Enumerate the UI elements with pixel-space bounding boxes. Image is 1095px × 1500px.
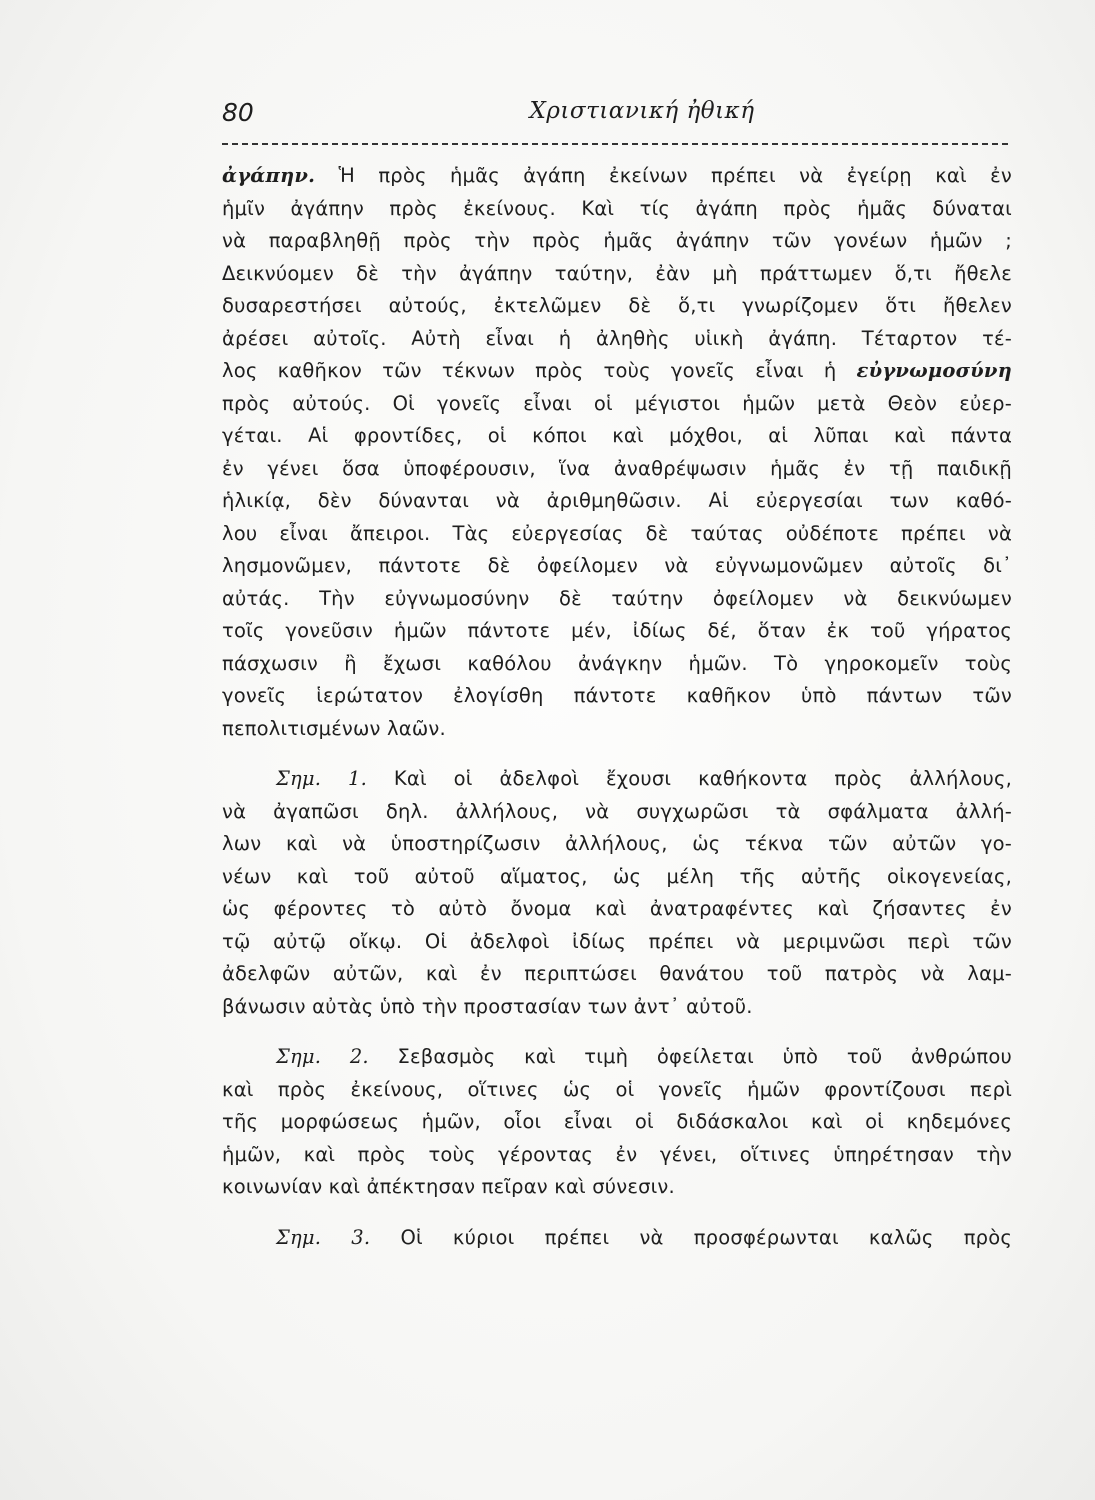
text-span: Οἱ κύριοι πρέπει νὰ προσφέρωνται καλῶς πρὸς: [370, 1225, 1012, 1249]
text-line: [222, 1041, 1012, 1074]
running-title: Χριστιανική ἠθική: [529, 98, 755, 124]
text-line: λου εἶναι ἄπειροι. Τὰς εὐεργεσίας δὲ ταύτας οὐδέποτε πρέπει νὰ: [222, 521, 1012, 545]
text-line: τῷ αὐτῷ οἴκῳ. Οἱ ἀδελφοὶ ἰδίως πρέπει νὰ μεριμνῶσι περὶ τῶν: [222, 929, 1012, 953]
text-line: γονεῖς ἱερώτατον ἐλογίσθη πάντοτε καθῆκον ὑπὸ πάντων τῶν: [222, 684, 1012, 707]
note-label: Σημ. 2.: [276, 1045, 369, 1068]
text-line: γέται. Αἱ φροντίδες, οἱ κόποι καὶ μόχθοι, αἱ λῦπαι καὶ πάντα: [222, 424, 1012, 447]
text-line: ἀρέσει αὐτοῖς. Αὐτὴ εἶναι ἡ ἀληθὴς υἱικὴ ἀγάπη. Τέταρτον τέ-: [222, 326, 1012, 350]
text-line: [222, 355, 1012, 388]
paragraph-gap: [222, 745, 1012, 763]
page-number: 80: [222, 98, 254, 127]
text-line: πάσχωσιν ἢ ἔχωσι καθόλου ἀνάγκην ἡμῶν. Τὸ γηροκομεῖν τοὺς: [222, 651, 1012, 675]
text-line: δυσαρεστήσει αὐτούς, ἐκτελῶμεν δὲ ὅ,τι γνωρίζομεν ὅτι ἤθελεν: [222, 294, 1012, 317]
text-line: ἀδελφῶν αὐτῶν, καὶ ἐν περιπτώσει θανάτου τοῦ πατρὸς νὰ λαμ-: [222, 962, 1012, 985]
note-label: Σημ. 3.: [276, 1225, 371, 1249]
text-line: βάνωσιν αὐτὰς ὑπὸ τὴν προστασίαν των ἀντ᾽ αὐτοῦ.: [222, 994, 753, 1018]
text-span: Ἡ πρὸς ἡμᾶς ἀγάπη ἐκείνων πρέπει νὰ ἐγείρῃ καὶ ἐν: [315, 164, 1012, 187]
page-header: [222, 98, 1010, 138]
text-line: πρὸς αὐτούς. Οἱ γονεῖς εἶναι οἱ μέγιστοι ἡμῶν μετὰ Θεὸν εὐερ-: [222, 391, 1012, 415]
text-span: Καὶ οἱ ἀδελφοὶ ἔχουσι καθήκοντα πρὸς ἀλλήλους,: [367, 767, 1012, 790]
text-line: λων καὶ νὰ ὑποστηρίζωσιν ἀλλήλους, ὡς τέκνα τῶν αὐτῶν γο-: [222, 832, 1012, 855]
text-line: [222, 160, 1012, 193]
emphasized-word: εὐγνωμοσύνη: [856, 359, 1012, 382]
note-label: Σημ. 1.: [276, 767, 368, 790]
text-line: Δεικνύομεν δὲ τὴν ἀγάπην ταύτην, ἐὰν μὴ πράττωμεν ὅ,τι ἤθελε: [222, 261, 1012, 285]
text-line: λησμονῶμεν, πάντοτε δὲ ὀφείλομεν νὰ εὐγνωμονῶμεν αὐτοῖς δι᾽: [222, 554, 1012, 577]
text-line: τοῖς γονεῦσιν ἡμῶν πάντοτε μέν, ἰδίως δέ, ὅταν ἐκ τοῦ γήρατος: [222, 619, 1012, 642]
text-line: κοινωνίαν καὶ ἀπέκτησαν πεῖραν καὶ σύνεσιν.: [222, 1175, 675, 1198]
text-line: πεπολιτισμένων λαῶν.: [222, 716, 446, 740]
text-line: καὶ πρὸς ἐκείνους, οἵτινες ὡς οἱ γονεῖς ἡμῶν φροντίζουσι περὶ: [222, 1077, 1012, 1101]
paragraph-gap: [222, 1204, 1012, 1222]
text-line: [222, 1222, 1012, 1255]
text-line: νὰ ἀγαπῶσι δηλ. ἀλλήλους, νὰ συγχωρῶσι τὰ σφάλματα ἀλλή-: [222, 799, 1012, 823]
text-line: αὐτάς. Τὴν εὐγνωμοσύνην δὲ ταύτην ὀφείλομεν νὰ δεικνύωμεν: [222, 586, 1012, 610]
body-text: [222, 160, 1012, 1254]
text-line: ἡμῶν, καὶ πρὸς τοὺς γέροντας ἐν γένει, οἵτινες ὑπηρέτησαν τὴν: [222, 1142, 1012, 1166]
text-line: ἡλικίᾳ, δὲν δύνανται νὰ ἀριθμηθῶσιν. Αἱ εὐεργεσίαι των καθό-: [222, 489, 1012, 512]
text-line: τῆς μορφώσεως ἡμῶν, οἷοι εἶναι οἱ διδάσκαλοι καὶ οἱ κηδεμόνες: [222, 1110, 1012, 1133]
text-span: Σεβασμὸς καὶ τιμὴ ὀφείλεται ὑπὸ τοῦ ἀνθρώπου: [368, 1045, 1012, 1068]
text-line: νέων καὶ τοῦ αὐτοῦ αἵματος, ὡς μέλη τῆς αὐτῆς οἰκογενείας,: [222, 864, 1012, 888]
text-line: [222, 763, 1012, 796]
text-line: ἡμῖν ἀγάπην πρὸς ἐκείνους. Καὶ τίς ἀγάπη πρὸς ἡμᾶς δύναται: [222, 196, 1012, 220]
text-line: ὡς φέροντες τὸ αὐτὸ ὄνομα καὶ ἀνατραφέντες καὶ ζήσαντες ἐν: [222, 897, 1012, 920]
text-line: νὰ παραβληθῇ πρὸς τὴν πρὸς ἡμᾶς ἀγάπην τῶν γονέων ἡμῶν ;: [222, 229, 1012, 252]
header-rule: [222, 143, 1008, 145]
paragraph-gap: [222, 1023, 1012, 1041]
emphasized-word: ἀγάπην.: [222, 164, 316, 187]
text-line: ἐν γένει ὅσα ὑποφέρουσιν, ἵνα ἀναθρέψωσιν ἡμᾶς ἐν τῇ παιδικῇ: [222, 456, 1012, 480]
text-span: λος καθῆκον τῶν τέκνων πρὸς τοὺς γονεῖς εἶναι ἡ: [222, 359, 857, 382]
